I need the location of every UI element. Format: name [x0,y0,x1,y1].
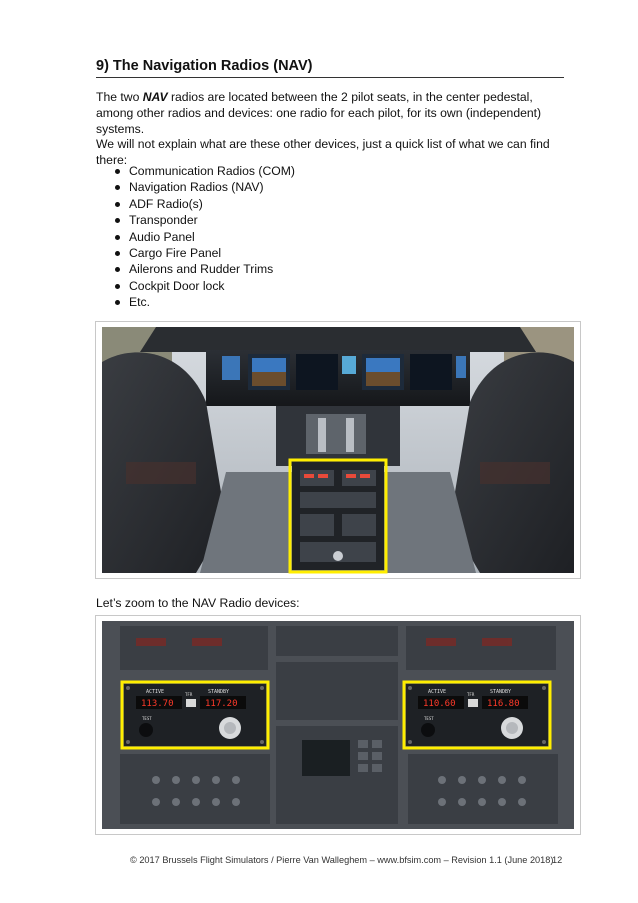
nav2-active-frequency: 110.60 [423,699,456,709]
page-number: 12 [552,855,563,865]
list-item: Cockpit Door lock [110,278,295,294]
list-item: ADF Radio(s) [110,196,295,212]
page-footer: © 2017 Brussels Flight Simulators / Pierre Van Walleghem – www.bfsim.com – Revision 1.1 (June 2018) [130,855,554,865]
nav1-transfer-button[interactable] [186,699,196,707]
section-title: 9) The Navigation Radios (NAV) [96,58,313,74]
nav1-test-label: TEST [142,716,152,721]
list-item: Navigation Radios (NAV) [110,179,295,195]
devices-list [110,163,295,311]
nav1-active-label: ACTIVE [146,689,165,695]
cockpit-overview-image [96,322,580,578]
bullet-icon [115,218,120,223]
nav2-active-label: ACTIVE [428,689,447,695]
nav2-standby-label: STANDBY [490,689,512,695]
nav2-test-button[interactable] [421,723,435,737]
bullet-icon [115,300,120,305]
intro-emphasis: NAV [142,90,168,104]
nav1-standby-label: STANDBY [208,689,230,695]
bullet-icon [115,267,120,272]
devices-intro-paragraph: We will not explain what are these other devices, just a quick list of what we can find there: [96,137,550,167]
nav1-standby-frequency: 117.20 [205,699,238,709]
list-item: Transponder [110,212,295,228]
bullet-icon [115,235,120,240]
nav-radio-1 [122,682,268,748]
bullet-icon [115,202,120,207]
zoom-caption: Let’s zoom to the NAV Radio devices: [96,596,300,610]
bullet-icon [115,251,120,256]
nav2-transfer-button[interactable] [468,699,478,707]
bullet-icon [115,185,120,190]
intro-paragraph [96,89,568,137]
intro-post: radios are located between the 2 pilot seats, in the center pedestal, among other radios and devices: one radio for each pilot, for its own (independent) systems. [96,90,542,136]
list-item: Ailerons and Rudder Trims [110,261,295,277]
nav-radio-2 [404,682,550,748]
list-item: Communication Radios (COM) [110,163,295,179]
nav2-test-label: TEST [424,716,434,721]
intro-pre: The two [96,90,143,104]
nav2-tfr-label: TFR [467,692,475,697]
nav-radio-zoom-image [96,616,580,834]
list-item: Audio Panel [110,229,295,245]
nav1-tfr-label: TFR [185,692,193,697]
nav1-test-button[interactable] [139,723,153,737]
cockpit-overview-figure [95,321,581,579]
list-item: Etc. [110,294,295,310]
nav1-active-frequency: 113.70 [141,699,174,709]
bullet-icon [115,284,120,289]
title-underline [96,77,564,78]
list-item: Cargo Fire Panel [110,245,295,261]
bullet-icon [115,169,120,174]
nav2-standby-frequency: 116.80 [487,699,520,709]
nav-radio-zoom-figure [95,615,581,835]
